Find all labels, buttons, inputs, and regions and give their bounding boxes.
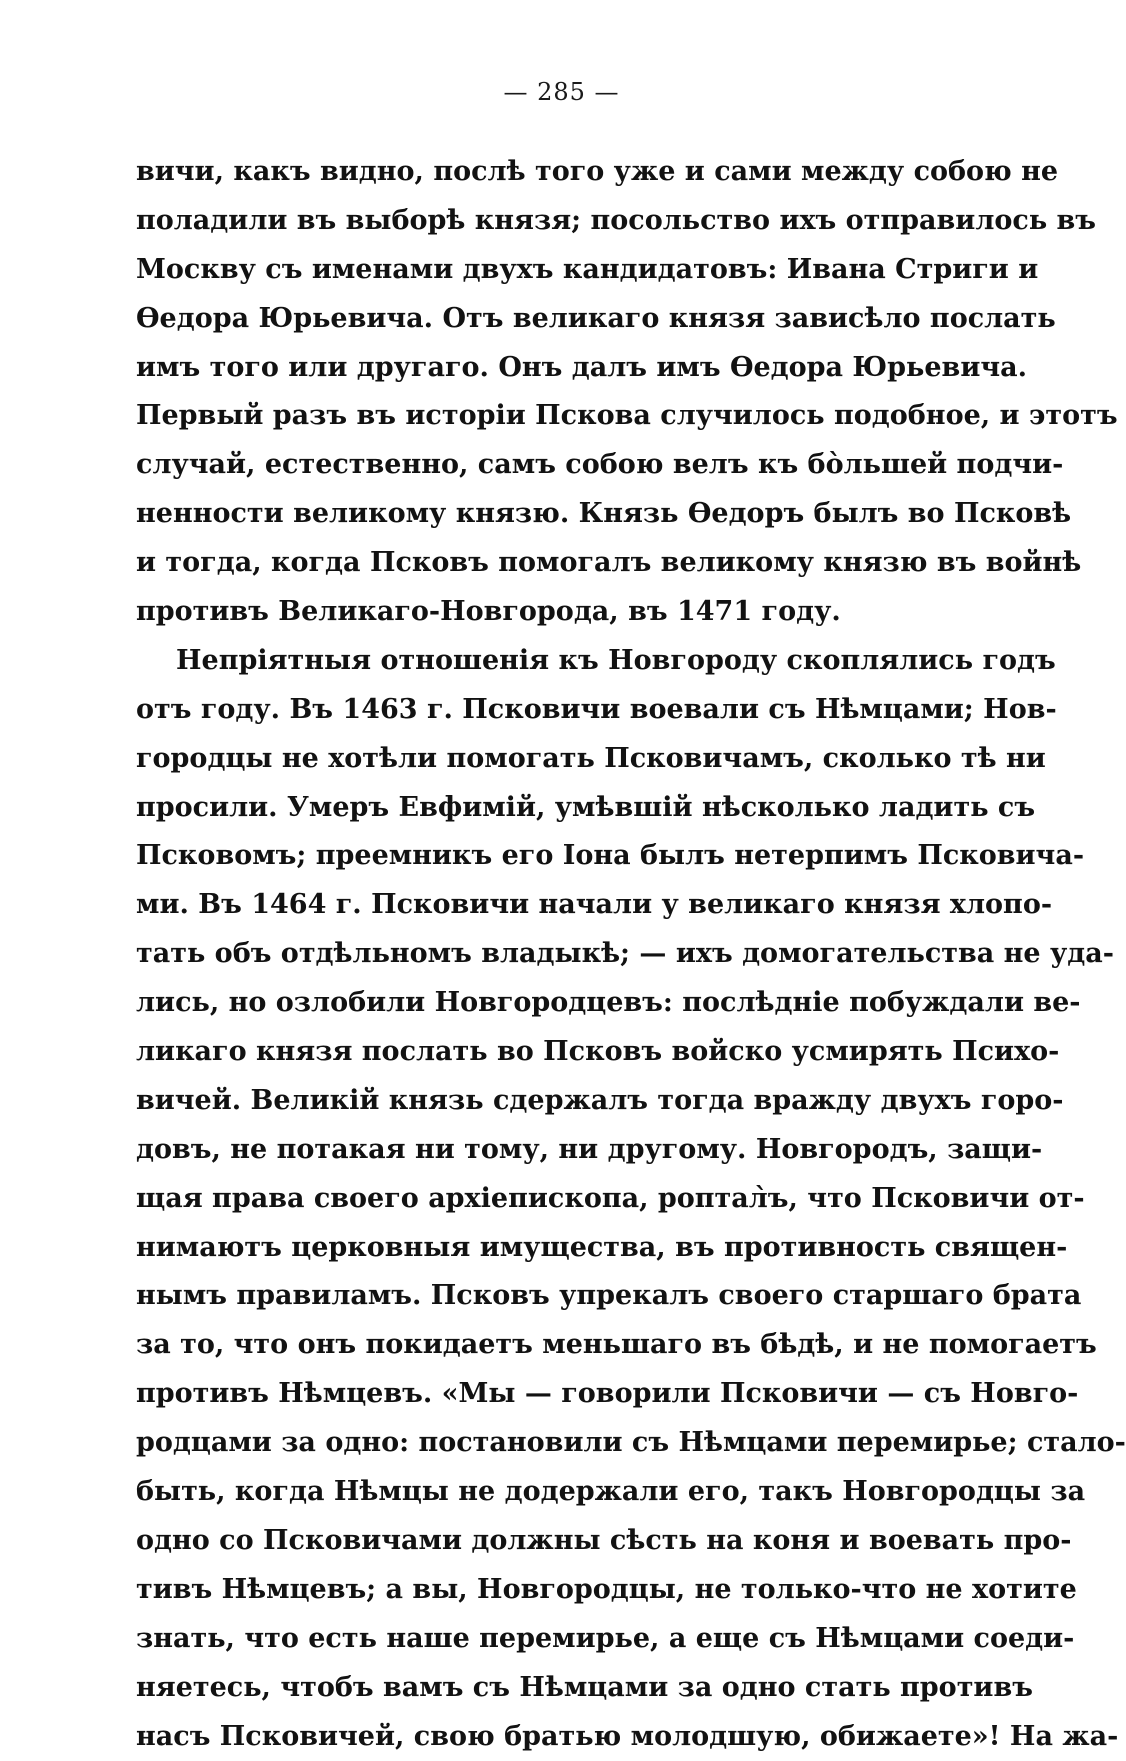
text-line: Ѳедора Юрьевича. Отъ великаго князя зависѣло послать — [136, 295, 986, 344]
text-line: Москву съ именами двухъ кандидатовъ: Ивана Стриги и — [136, 246, 986, 295]
text-line: и тогда, когда Псковъ помогалъ великому князю въ войнѣ — [136, 539, 986, 588]
text-line: вичи, какъ видно, послѣ того уже и сами между собою не — [136, 148, 986, 197]
text-line: нымъ правиламъ. Псковъ упрекалъ своего старшаго брата — [136, 1272, 986, 1321]
text-line: имъ того или другаго. Онъ далъ имъ Ѳедора Юрьевича. — [136, 344, 986, 393]
text-line: поладили въ выборѣ князя; посольство ихъ отправилось въ — [136, 197, 986, 246]
text-line: лись, но озлобили Новгородцевъ: послѣдніе побуждали ве- — [136, 979, 986, 1028]
text-line: родцами за одно: постановили съ Нѣмцами перемирье; стало- — [136, 1419, 986, 1468]
text-line: отъ году. Въ 1463 г. Псковичи воевали съ Нѣмцами; Нов- — [136, 686, 986, 735]
text-line: тивъ Нѣмцевъ; а вы, Новгородцы, не только-что не хотите — [136, 1566, 986, 1615]
text-line: насъ Псковичей, свою братью молодшую, обижаете»! На жа- — [136, 1713, 986, 1761]
text-line: ненности великому князю. Князь Ѳедоръ былъ во Псковѣ — [136, 490, 986, 539]
text-line: просили. Умеръ Евфимій, умѣвшій нѣсколько ладить съ — [136, 784, 986, 833]
text-line: Первый разъ въ исторіи Пскова случилось подобное, и этотъ — [136, 392, 986, 441]
text-line: быть, когда Нѣмцы не додержали его, такъ Новгородцы за — [136, 1468, 986, 1517]
text-line: нимаютъ церковныя имущества, въ противность священ- — [136, 1224, 986, 1273]
text-line: ми. Въ 1464 г. Псковичи начали у великаго князя хлопо- — [136, 881, 986, 930]
text-line: щая права своего архіепископа, роптал̀ъ, что Псковичи от- — [136, 1175, 986, 1224]
text-line: одно со Псковичами должны сѣсть на коня и воевать про- — [136, 1517, 986, 1566]
text-line: случай, естественно, самъ собою велъ къ бо̀льшей подчи- — [136, 441, 986, 490]
text-line: Псковомъ; преемникъ его Іона былъ нетерпимъ Псковича- — [136, 832, 986, 881]
paragraph-end-line: противъ Великаго-Новгорода, въ 1471 году. — [136, 588, 986, 637]
text-line: довъ, не потакая ни тому, ни другому. Новгородъ, защи- — [136, 1126, 986, 1175]
text-line: ликаго князя послать во Псковъ войско усмирять Психо- — [136, 1028, 986, 1077]
page-number: — 285 — — [0, 78, 1123, 106]
text-line: знать, что есть наше перемирье, а еще съ Нѣмцами соеди- — [136, 1615, 986, 1664]
text-line: вичей. Великій князь сдержалъ тогда вражду двухъ горо- — [136, 1077, 986, 1126]
page-body-text — [136, 148, 986, 1761]
paragraph-first-line: Непріятныя отношенія къ Новгороду скоплялись годъ — [136, 637, 986, 686]
text-line: противъ Нѣмцевъ. «Мы — говорили Псковичи — съ Новго- — [136, 1370, 986, 1419]
text-line: городцы не хотѣли помогать Псковичамъ, сколько тѣ ни — [136, 735, 986, 784]
text-line: за то, что онъ покидаетъ меньшаго въ бѣдѣ, и не помогаетъ — [136, 1321, 986, 1370]
text-line: тать объ отдѣльномъ владыкѣ; — ихъ домогательства не уда- — [136, 930, 986, 979]
text-line: няетесь, чтобъ вамъ съ Нѣмцами за одно стать противъ — [136, 1664, 986, 1713]
